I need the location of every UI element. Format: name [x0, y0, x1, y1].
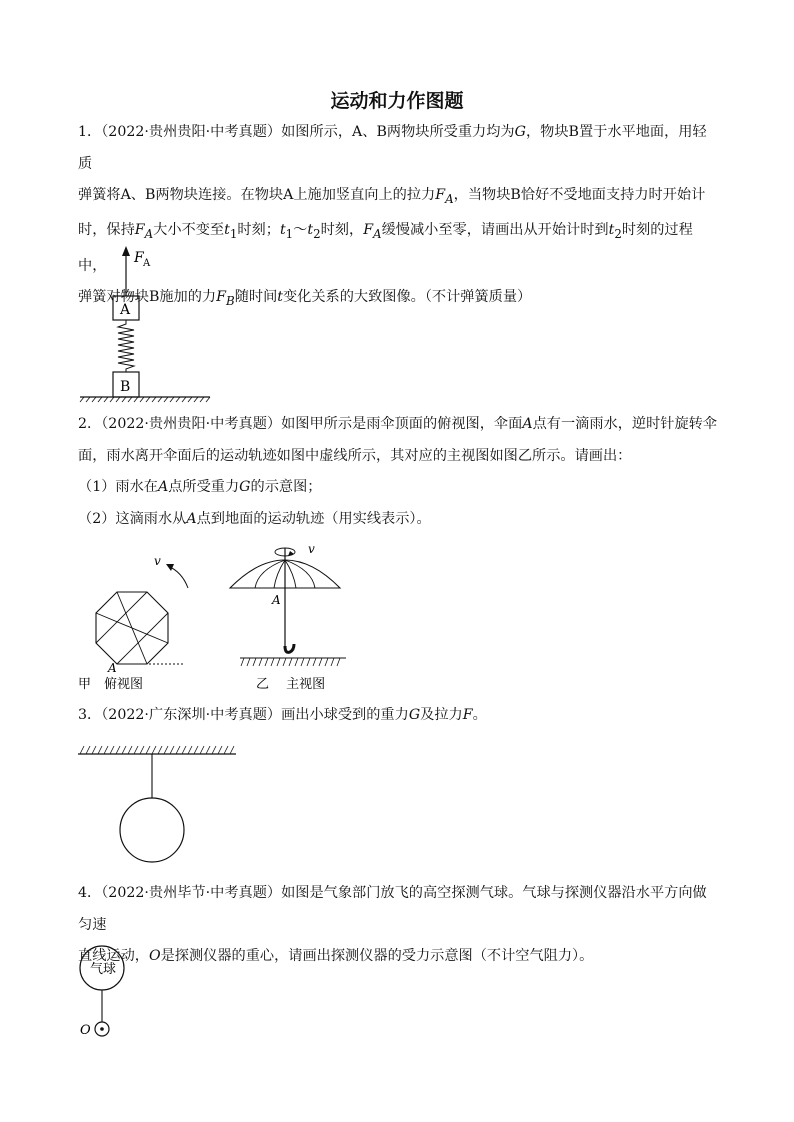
question-1-text: 1．（2022·贵州贵阳·中考真题）如图所示，A、B两物块所受重力均为G，物块B置于水平地面，用轻质 弹簧将A、B两物块连接。在物块A上施加竖直向上的拉力$F_A$，当物块B恰好不受地面支持力时开始计 时，保持$F_A$大小不变至$t_1$时刻；$t_1\sim t_2$时刻，$F_A$缓慢减小至零，请画出从开始计时到$t_2$时刻的过程中， 弹簧对物块B施加的力$F_B$随时间t变化关系的大致图像。（不计弹簧质量）	[78, 124, 707, 308]
balloon-figure	[72, 940, 152, 1045]
rotation-arrow-head	[166, 564, 174, 571]
hanging-ball-figure	[74, 736, 244, 864]
question-2-sub-1: （1）雨水在A点所受重力G的示意图；	[78, 479, 322, 495]
figure-caption-jia: 甲 俯视图	[78, 677, 144, 692]
front-ground-hatching	[241, 658, 340, 666]
question-2-sub-2: （2）这滴雨水从A点到地面的运动轨迹（用实线表示）。	[78, 511, 431, 527]
umbrella-handle	[285, 644, 294, 652]
center-of-gravity-dot	[100, 1027, 104, 1031]
block-a-label: A	[120, 302, 131, 318]
velocity-label: v	[154, 554, 161, 568]
figure-caption-yi: 乙 主视图	[256, 677, 326, 692]
umbrella-front-view-figure	[222, 538, 362, 693]
front-point-a-label: A	[272, 593, 281, 607]
force-label: F	[134, 250, 144, 266]
block-b-label: B	[120, 379, 131, 395]
ceiling-hatching	[80, 746, 234, 754]
question-3-text: 3．（2022·广东深圳·中考真题）画出小球受到的重力G及拉力F。	[78, 707, 487, 723]
question-4-text: 4．（2022·贵州毕节·中考真题）如图是气象部门放飞的高空探测气球。气球与探测仪器沿水平方向做匀速 直线运动，O是探测仪器的重心，请画出探测仪器的受力示意图（不计空气阻力）。	[78, 885, 707, 964]
spring-blocks-figure	[70, 240, 220, 410]
ground-hatching	[80, 397, 210, 402]
balloon-label: 气球	[90, 962, 117, 977]
spring	[118, 320, 134, 372]
center-label: O	[80, 1023, 91, 1038]
question-2-text: 2．（2022·贵州贵阳·中考真题）如图甲所示是雨伞顶面的俯视图，伞面A点有一滴雨水，逆时针旋转伞 面，雨水离开伞面后的运动轨迹如图中虚线所示，其对应的主视图如图乙所示。请画出：	[78, 416, 718, 464]
force-arrow-head	[122, 246, 130, 256]
force-label-subscript: A	[143, 258, 151, 269]
ball	[120, 798, 184, 862]
front-velocity-label: v	[308, 542, 315, 556]
page-title: 运动和力作图题	[330, 90, 464, 112]
point-a-label: A	[108, 661, 117, 675]
umbrella-top-view-figure	[70, 548, 200, 698]
